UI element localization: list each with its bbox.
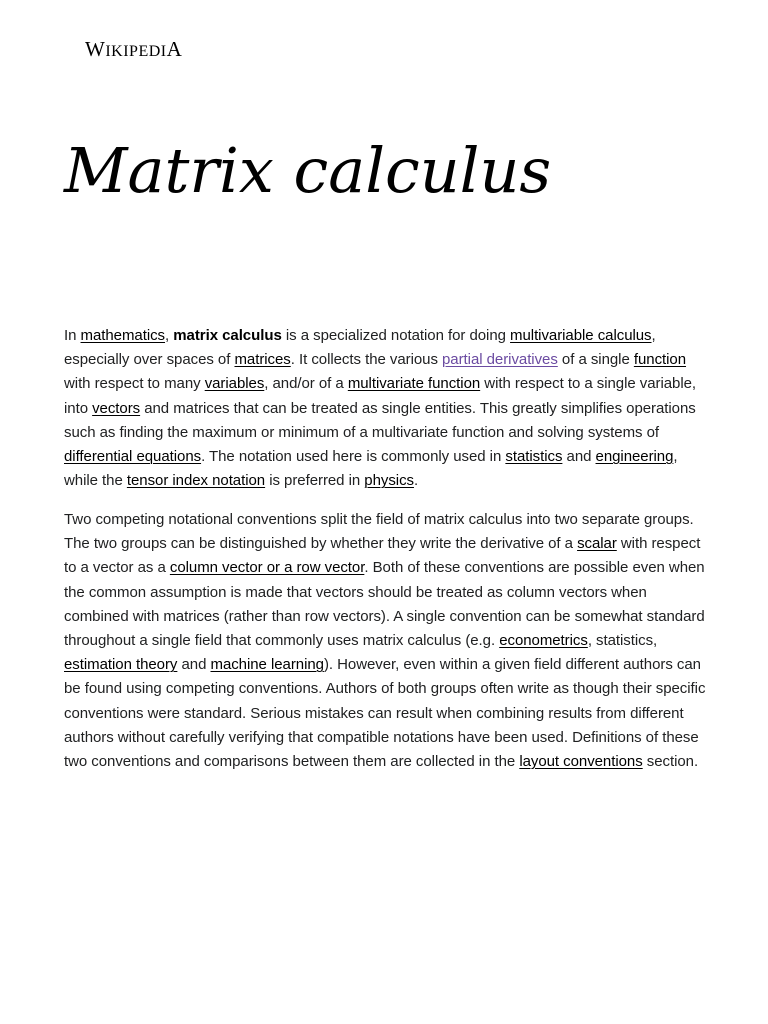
link-function[interactable]: function bbox=[633, 351, 687, 369]
link-differential-equations[interactable]: differential equations bbox=[64, 448, 202, 466]
wikipedia-logo[interactable]: WIKIPEDIA bbox=[85, 37, 183, 61]
link-multivariate-function[interactable]: multivariate function bbox=[347, 375, 481, 393]
link-engineering[interactable]: engineering bbox=[595, 448, 674, 466]
link-vectors[interactable]: vectors bbox=[92, 399, 141, 417]
link-multivariable-calculus[interactable]: multivariable calculus bbox=[510, 327, 652, 344]
link-layout-conventions[interactable]: layout conventions bbox=[519, 752, 643, 770]
link-estimation-theory[interactable]: estimation theory bbox=[64, 656, 178, 674]
link-machine-learning[interactable]: machine learning bbox=[210, 656, 324, 674]
link-column-vector-or-row-vector[interactable]: column vector or a row vector bbox=[169, 559, 365, 577]
link-econometrics[interactable]: econometrics bbox=[499, 631, 588, 649]
link-tensor-index-notation[interactable]: tensor index notation bbox=[126, 472, 266, 490]
paragraph-conventions: Two competing notational conventions split the field of matrix calculus into two separate groups. The two groups can be distinguished by whether they write the derivative of a scalar with respect to a vector as a column vector or a row vector. Both of these conventions are possible even when the common assumption is made that vectors should be treated as column vectors when combined with matrices (rather than row vectors). A single convention can be somewhat standard throughout a single field that commonly uses matrix calculus (e.g. econometrics, statistics, estimation theory and machine learning). However, even within a given field different authors can be found using competing conventions. Authors of both groups often write as though their specific conventions were standard. Serious mistakes can result when combining results from different authors without carefully verifying that compatible notations have been used. Definitions of these two conventions and comparisons between them are collected in the layout conventions section. bbox=[64, 510, 706, 770]
link-scalar[interactable]: scalar bbox=[577, 535, 617, 553]
link-partial-derivatives[interactable]: partial derivatives bbox=[442, 351, 558, 369]
link-matrices[interactable]: matrices bbox=[234, 351, 291, 369]
link-statistics[interactable]: statistics bbox=[505, 448, 563, 466]
article-body bbox=[64, 324, 706, 789]
bold-term-matrix-calculus: matrix calculus bbox=[173, 327, 282, 344]
link-mathematics[interactable]: mathematics bbox=[80, 327, 166, 344]
paragraph-intro: In mathematics, matrix calculus is a specialized notation for doing multivariable calculus, especially over spaces of matrices. It collects the various partial derivatives of a single function with respect to many variables, and/or of a multivariate function with respect to a single variable, into vectors and matrices that can be treated as single entities. This greatly simplifies operations such as finding the maximum or minimum of a multivariate function and solving systems of differential equations. The notation used here is commonly used in statistics and engineering, while the tensor index notation is preferred in physics. bbox=[64, 327, 697, 490]
page-title: Matrix calculus bbox=[64, 134, 552, 207]
link-variables[interactable]: variables bbox=[204, 375, 265, 393]
link-physics[interactable]: physics bbox=[364, 472, 414, 490]
